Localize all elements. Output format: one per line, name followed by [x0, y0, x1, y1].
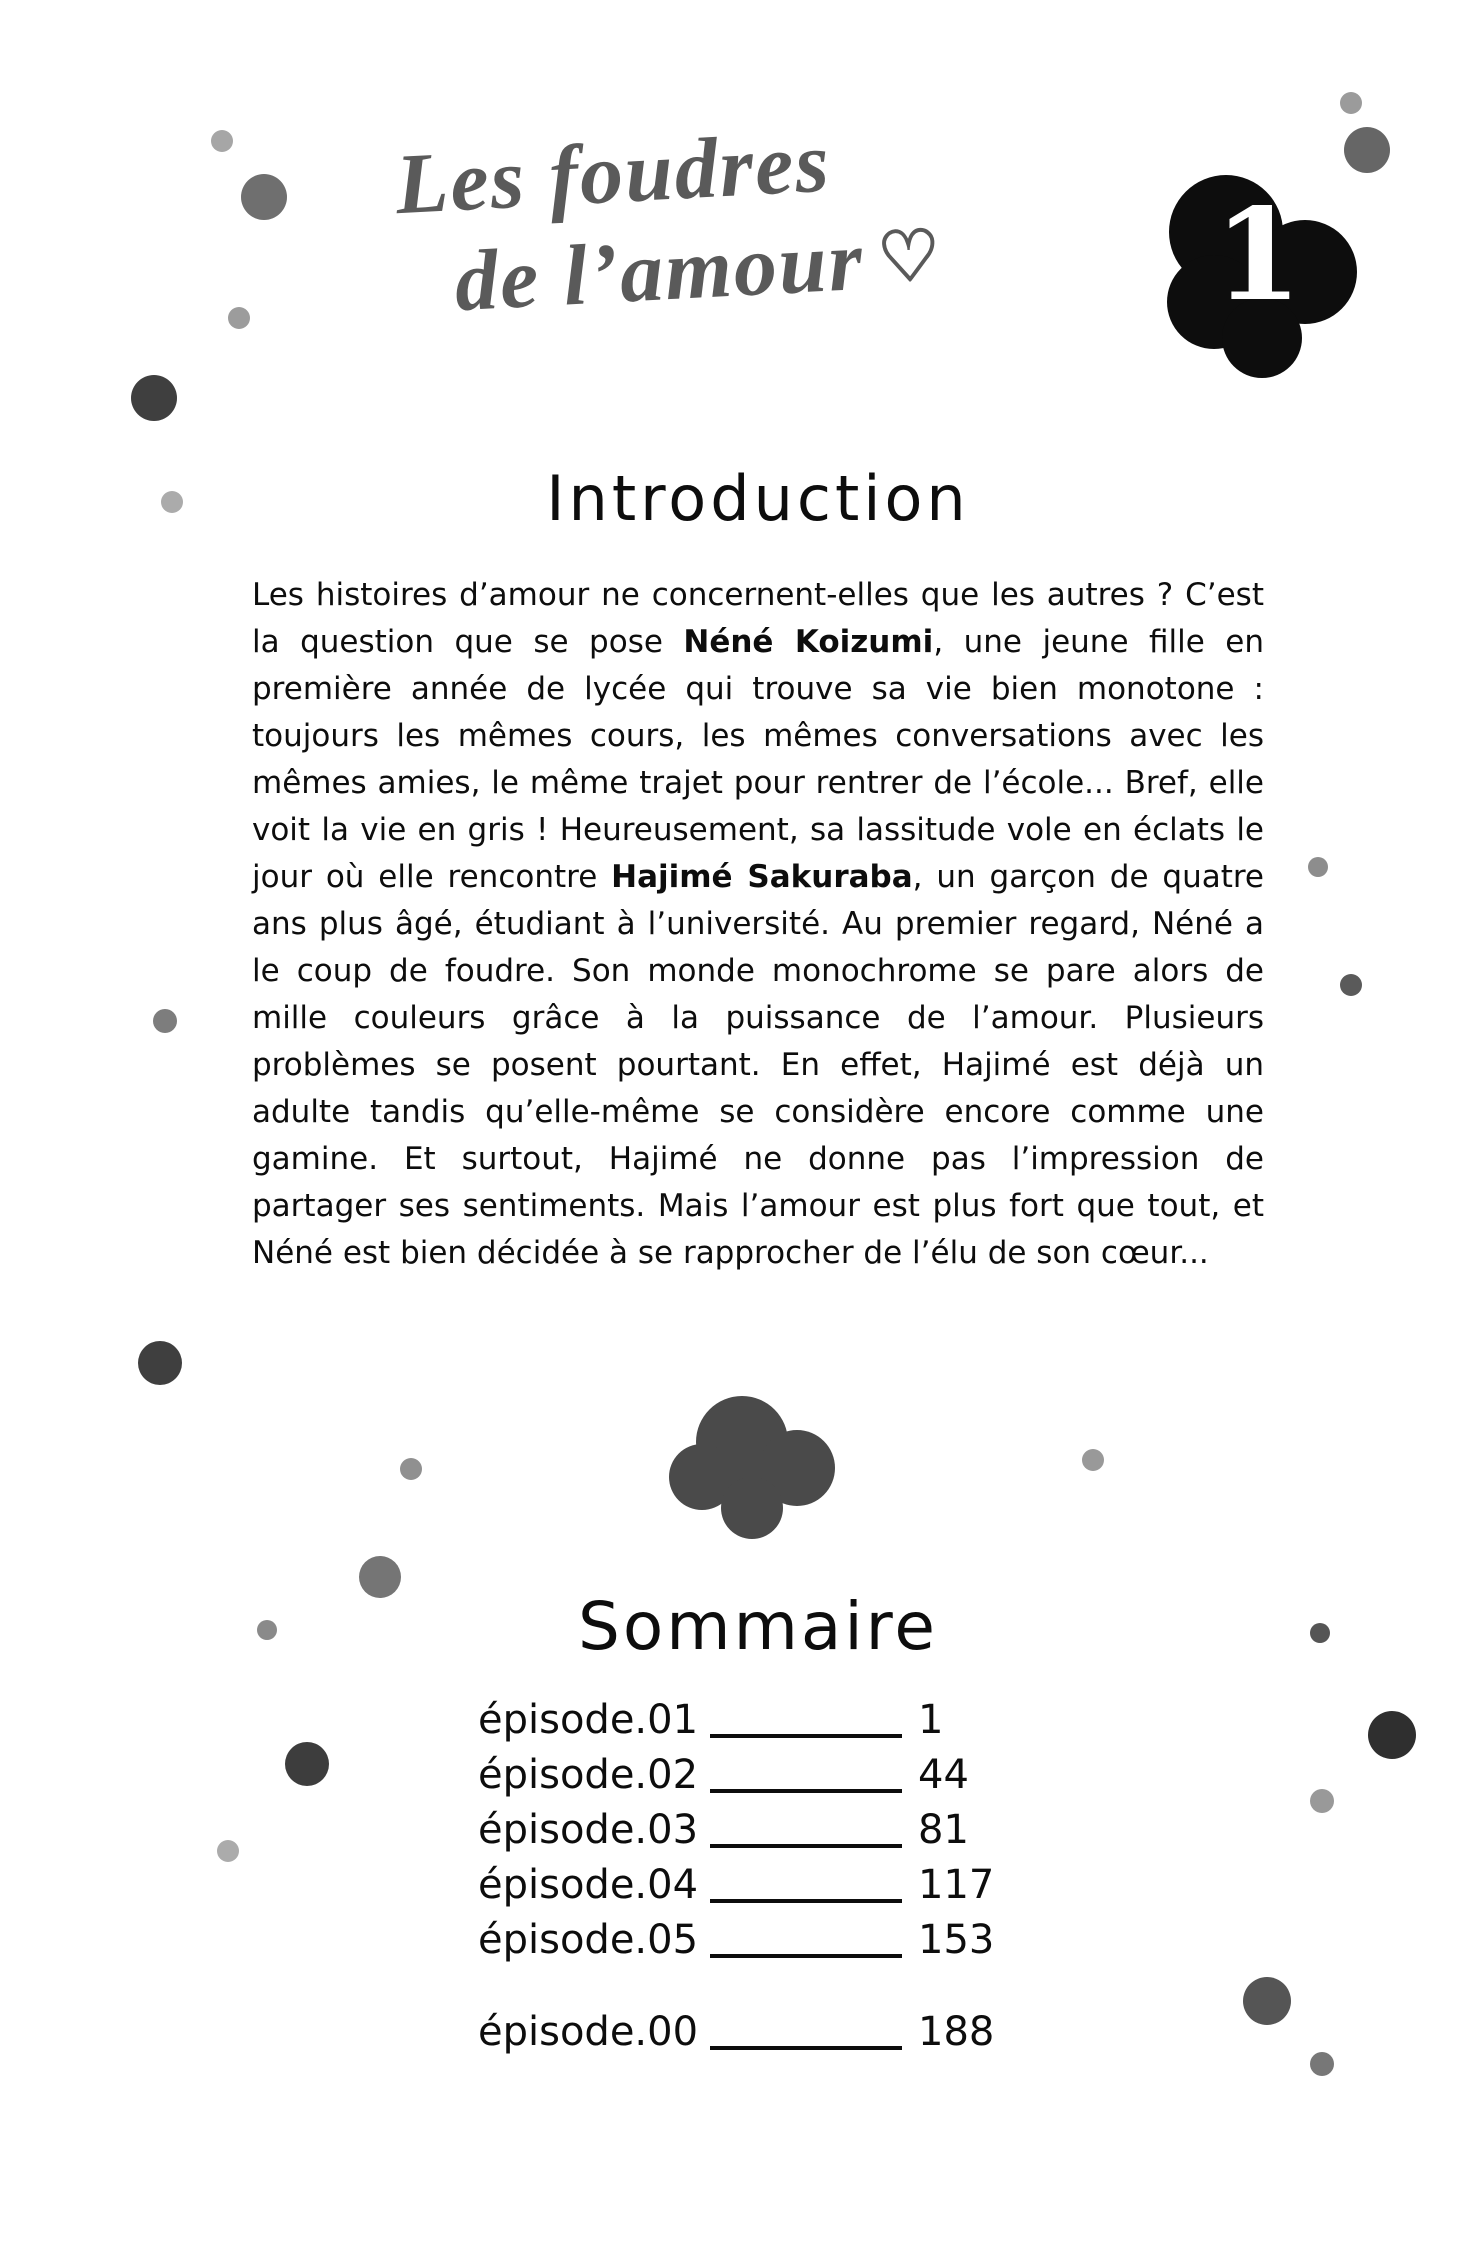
paragraph-text: , une jeune fille en première année de lycée qui trouve sa vie bien monotone : toujours les mêmes cours, les mêmes conversations avec les mêmes amies, le même trajet pour rentrer de l’école... Bref, elle voit la vie en gris ! Heureusement, sa lassitude vole en éclats le jour où elle rencontre	[252, 624, 1265, 895]
series-logo	[385, 113, 945, 330]
toc-page-number: 44	[918, 1752, 969, 1798]
toc-leader-line	[710, 1789, 902, 1793]
toc-page-number: 153	[918, 1917, 995, 1963]
toc-episode-label: épisode.05	[478, 1917, 699, 1963]
toc-row-episode-01	[478, 1697, 1038, 1743]
series-logo-line2-text: de l’amour	[452, 211, 867, 330]
toc-page-number: 81	[918, 1807, 969, 1853]
decor-dot	[1310, 2052, 1334, 2076]
flower-blob-lobe	[721, 1477, 783, 1539]
decor-dot	[138, 1341, 182, 1385]
toc-row-episode-02	[478, 1752, 1038, 1798]
decor-dot	[161, 491, 183, 513]
introduction-paragraph	[252, 572, 1264, 1277]
decor-dot	[1368, 1711, 1416, 1759]
toc-page-number: 1	[918, 1697, 944, 1743]
toc-page-number: 188	[918, 2009, 995, 2055]
toc-row-episode-04	[478, 1862, 1038, 1908]
decor-dot	[211, 130, 233, 152]
decor-dot	[1308, 857, 1328, 877]
decor-dot	[217, 1840, 239, 1862]
toc-leader-line	[710, 1899, 902, 1903]
toc-episode-label: épisode.02	[478, 1752, 699, 1798]
introduction-heading: Introduction	[546, 462, 970, 535]
toc-episode-label: épisode.00	[478, 2009, 699, 2055]
decor-dot	[241, 174, 287, 220]
toc-row-episode-03	[478, 1807, 1038, 1853]
character-name-hajime: Hajimé Sakuraba	[611, 859, 913, 895]
volume-number: 1	[1214, 181, 1302, 329]
toc-heading: Sommaire	[578, 1588, 938, 1665]
toc-row-episode-00	[478, 2009, 1038, 2055]
decor-dot	[285, 1742, 329, 1786]
toc-episode-label: épisode.04	[478, 1862, 699, 1908]
series-logo-line2	[452, 211, 945, 330]
decor-dot	[1082, 1449, 1104, 1471]
toc-row-episode-05	[478, 1917, 1038, 1963]
decor-dot	[400, 1458, 422, 1480]
heart-icon: ♡	[875, 217, 945, 299]
decor-dot	[228, 307, 250, 329]
decor-dot	[1340, 974, 1362, 996]
decor-dot	[1310, 1623, 1330, 1643]
decor-dot	[1243, 1977, 1291, 2025]
toc-episode-label: épisode.03	[478, 1807, 699, 1853]
decor-dot	[153, 1009, 177, 1033]
decor-dot	[1310, 1789, 1334, 1813]
decor-dot	[131, 375, 177, 421]
toc-leader-line	[710, 1954, 902, 1958]
paragraph-text: , un garçon de quatre ans plus âgé, étudiant à l’université. Au premier regard, Néné a le coup de foudre. Son monde monochrome se pare alors de mille couleurs grâce à la puissance de l’amour. Plusieurs problèmes se posent pourtant. En effet, Hajimé est déjà un adulte tandis qu’elle-même se considère encore comme une gamine. Et surtout, Hajimé ne donne pas l’impression de partager ses sentiments. Mais l’amour est plus fort que tout, et Néné est bien décidée à se rapprocher de l’élu de son cœur...	[252, 859, 1264, 1271]
toc-page-number: 117	[918, 1862, 995, 1908]
character-name-nene: Néné Koizumi	[683, 624, 934, 660]
toc-leader-line	[710, 1844, 902, 1848]
toc-leader-line	[710, 2046, 902, 2050]
decor-dot	[1344, 127, 1390, 173]
toc-list	[478, 1697, 1038, 2067]
toc-leader-line	[710, 1734, 902, 1738]
paragraph-text: Les histoires d’amour ne concernent-elles que les autres ? C’est la question que se pose	[252, 577, 1264, 660]
toc-episode-label: épisode.01	[478, 1697, 699, 1743]
decor-dot	[1340, 92, 1362, 114]
series-logo-line1: Les foudres	[393, 113, 833, 233]
